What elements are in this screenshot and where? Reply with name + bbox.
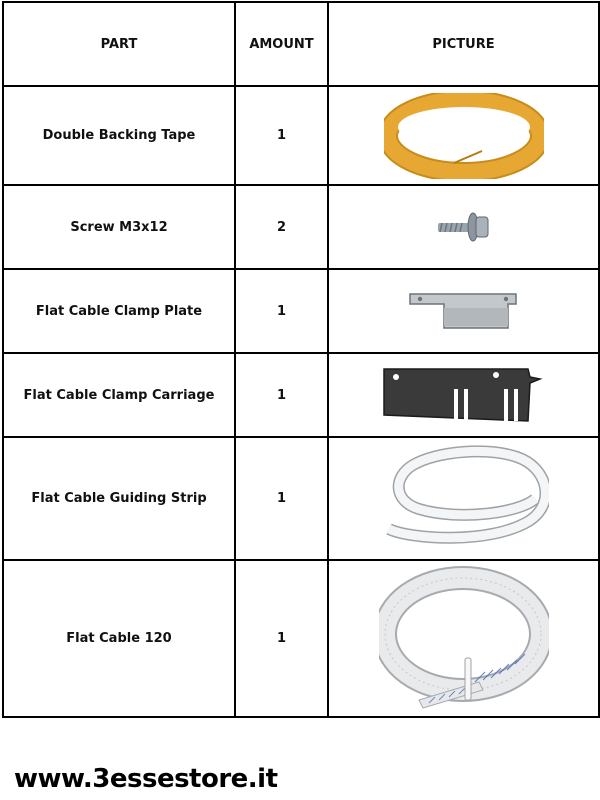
header-amount: AMOUNT: [235, 2, 328, 86]
part-name: Screw M3x12: [3, 185, 235, 269]
part-picture: [328, 560, 599, 717]
part-name: Flat Cable 120: [3, 560, 235, 717]
coiled-flat-cable-image: [379, 566, 549, 712]
part-name: Double Backing Tape: [3, 86, 235, 185]
black-clamp-carriage-image: [378, 365, 550, 425]
table-row: [3, 269, 599, 353]
yellow-tape-ring-image: [384, 93, 544, 179]
table-row: [3, 353, 599, 437]
parts-table: [2, 1, 600, 718]
screw-image: [434, 207, 494, 247]
white-guiding-strip-image: [379, 443, 549, 555]
part-picture: [328, 437, 599, 560]
part-amount: 1: [235, 353, 328, 437]
website-url: www.3essestore.it: [14, 764, 278, 794]
header-part: PART: [3, 2, 235, 86]
part-name: Flat Cable Clamp Plate: [3, 269, 235, 353]
part-amount: 1: [235, 269, 328, 353]
part-amount: 1: [235, 86, 328, 185]
table-row: [3, 560, 599, 717]
part-picture: [328, 185, 599, 269]
part-name: Flat Cable Clamp Carriage: [3, 353, 235, 437]
part-picture: [328, 269, 599, 353]
metal-clamp-plate-image: [404, 286, 524, 336]
part-picture: [328, 353, 599, 437]
table-row: [3, 86, 599, 185]
part-name: Flat Cable Guiding Strip: [3, 437, 235, 560]
header-picture: PICTURE: [328, 2, 599, 86]
table-row: [3, 185, 599, 269]
part-amount: 1: [235, 437, 328, 560]
table-row: [3, 437, 599, 560]
part-amount: 2: [235, 185, 328, 269]
part-amount: 1: [235, 560, 328, 717]
part-picture: [328, 86, 599, 185]
header-row: [3, 2, 599, 86]
